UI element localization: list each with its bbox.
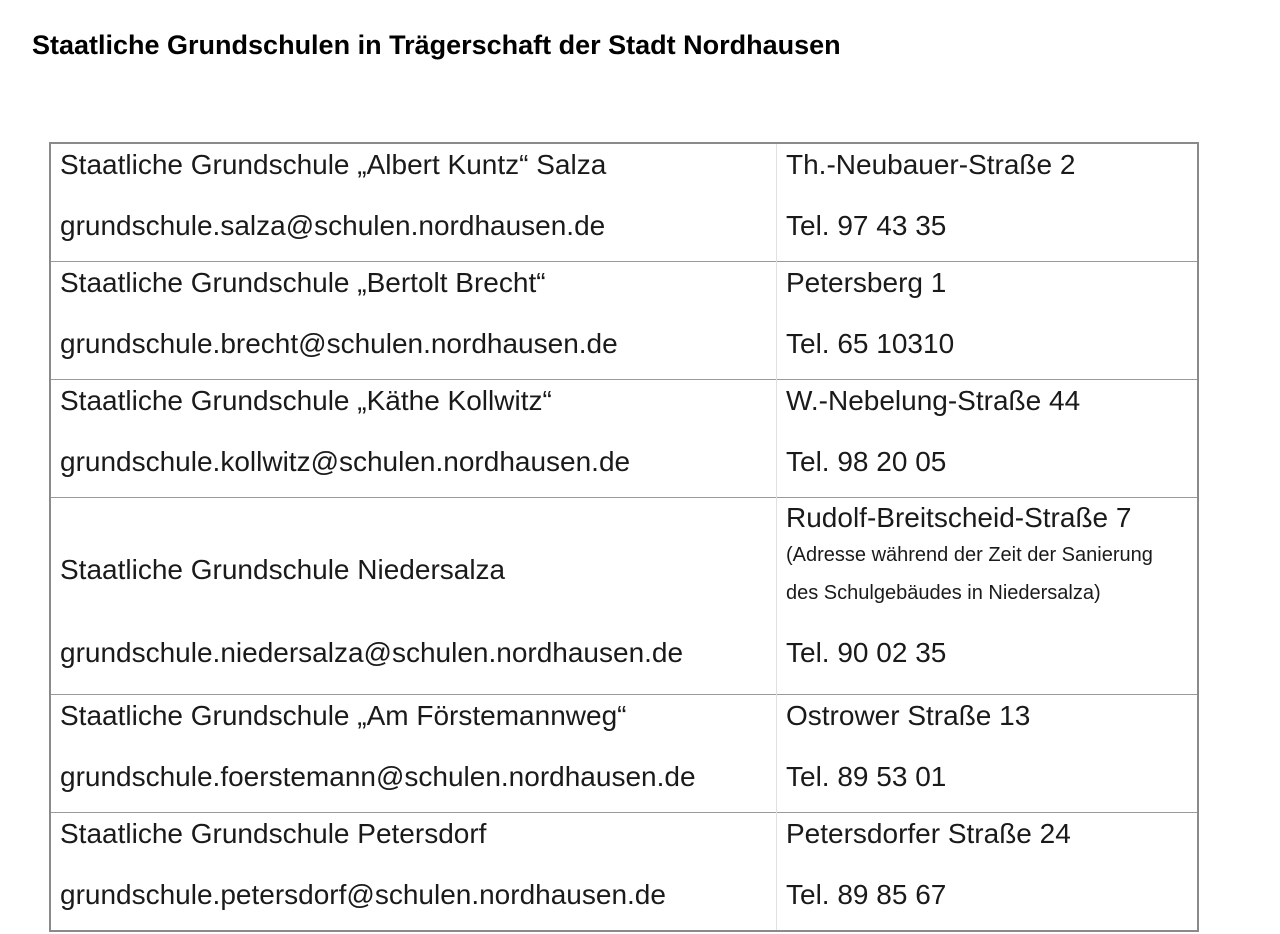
school-row-salza <box>50 143 1198 191</box>
school-email-link[interactable]: grundschule.petersdorf@schulen.nordhausen.de <box>60 879 666 910</box>
school-phone-cell <box>777 742 1199 813</box>
address-note-line2: des Schulgebäudes in Niedersalza) <box>786 582 1101 604</box>
school-name-cell <box>50 498 777 637</box>
school-address: W.-Nebelung-Straße 44 <box>786 385 1081 416</box>
school-address-cell <box>777 143 1199 191</box>
school-phone-cell <box>777 636 1199 695</box>
school-contact-row-salza <box>50 191 1198 262</box>
school-contact-row-kollwitz <box>50 427 1198 498</box>
school-row-kollwitz <box>50 380 1198 428</box>
school-name: Staatliche Grundschule „Albert Kuntz“ Salza <box>60 149 607 180</box>
school-phone-cell <box>777 191 1199 262</box>
school-email-cell <box>50 742 777 813</box>
school-contact-row-petersdorf <box>50 860 1198 931</box>
school-email-cell <box>50 636 777 695</box>
school-contact-row-foerstemann <box>50 742 1198 813</box>
school-phone: Tel. 98 20 05 <box>786 446 947 477</box>
school-address-cell <box>777 498 1199 637</box>
school-email-link[interactable]: grundschule.salza@schulen.nordhausen.de <box>60 210 606 241</box>
school-address-cell <box>777 813 1199 861</box>
school-name-cell <box>50 262 777 310</box>
school-phone: Tel. 89 53 01 <box>786 761 947 792</box>
school-email-cell <box>50 860 777 931</box>
school-email-link[interactable]: grundschule.foerstemann@schulen.nordhausen.de <box>60 761 696 792</box>
school-email-link[interactable]: grundschule.brecht@schulen.nordhausen.de <box>60 328 618 359</box>
school-email-link[interactable]: grundschule.kollwitz@schulen.nordhausen.de <box>60 446 631 477</box>
school-address: Petersberg 1 <box>786 267 947 298</box>
school-row-petersdorf <box>50 813 1198 861</box>
school-phone-cell <box>777 309 1199 380</box>
school-name-cell <box>50 143 777 191</box>
school-name: Staatliche Grundschule „Bertolt Brecht“ <box>60 267 546 298</box>
school-phone: Tel. 90 02 35 <box>786 637 947 668</box>
school-phone-cell <box>777 860 1199 931</box>
school-phone-cell <box>777 427 1199 498</box>
school-address: Th.-Neubauer-Straße 2 <box>786 149 1076 180</box>
school-name: Staatliche Grundschule „Am Förstemannweg“ <box>60 700 627 731</box>
school-row-foerstemann <box>50 695 1198 743</box>
school-name: Staatliche Grundschule „Käthe Kollwitz“ <box>60 385 552 416</box>
school-email-cell <box>50 309 777 380</box>
school-address-cell <box>777 695 1199 743</box>
school-name-cell <box>50 695 777 743</box>
school-name-cell <box>50 813 777 861</box>
school-phone: Tel. 65 10310 <box>786 328 955 359</box>
school-address-cell <box>777 262 1199 310</box>
page-title: Staatliche Grundschulen in Trägerschaft der Stadt Nordhausen <box>32 30 841 60</box>
school-row-niedersalza <box>50 498 1198 637</box>
school-email-cell <box>50 191 777 262</box>
school-email-link[interactable]: grundschule.niedersalza@schulen.nordhausen.de <box>60 637 684 668</box>
school-address: Petersdorfer Straße 24 <box>786 818 1071 849</box>
school-name-cell <box>50 380 777 428</box>
school-name: Staatliche Grundschule Petersdorf <box>60 818 487 849</box>
school-phone: Tel. 89 85 67 <box>786 879 947 910</box>
school-email-cell <box>50 427 777 498</box>
school-contact-row-brecht <box>50 309 1198 380</box>
school-phone: Tel. 97 43 35 <box>786 210 947 241</box>
school-contact-row-niedersalza <box>50 636 1198 695</box>
school-row-brecht <box>50 262 1198 310</box>
school-table <box>49 142 1199 932</box>
school-address: Ostrower Straße 13 <box>786 700 1031 731</box>
school-name: Staatliche Grundschule Niedersalza <box>60 554 506 585</box>
school-address-cell <box>777 380 1199 428</box>
school-address: Rudolf-Breitscheid-Straße 7 <box>786 502 1132 533</box>
address-note-line1: (Adresse während der Zeit der Sanierung <box>786 544 1153 566</box>
